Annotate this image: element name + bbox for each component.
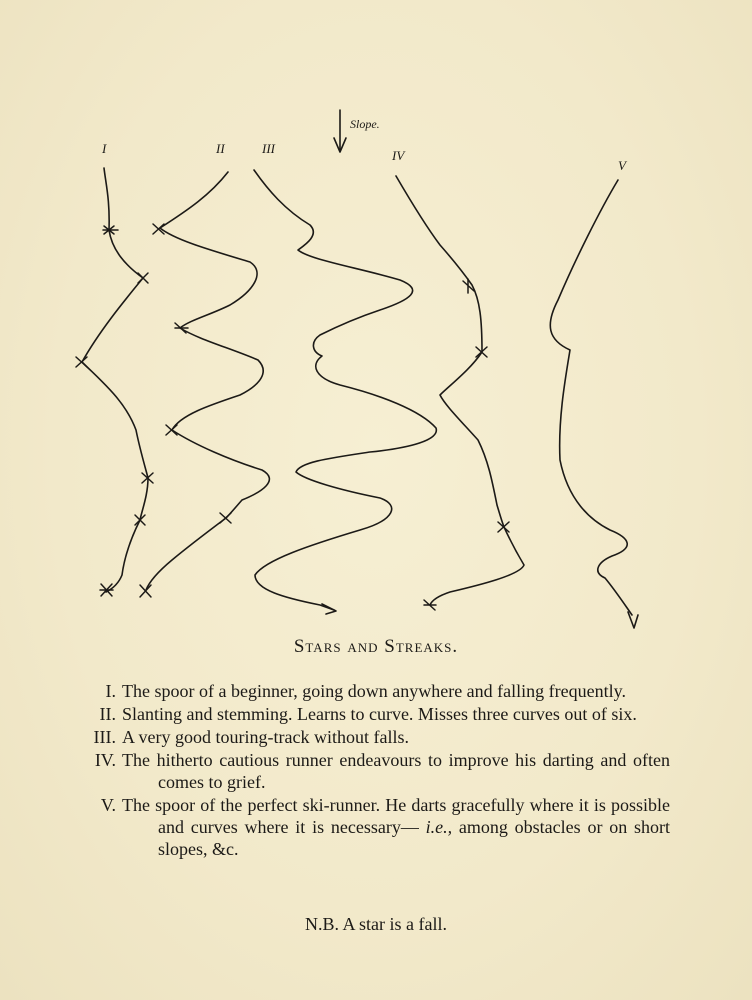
legend-text: The spoor of a beginner, going down anywhere and falling frequently. [122,681,626,701]
legend-item-2 [70,703,670,725]
slope-arrow [334,110,380,152]
legend-text-5 [122,794,670,860]
legend-number: IV. [94,750,116,770]
legend-text-end: among obstacles or on short slopes, &c. [158,817,671,859]
track-numeral-3: III [262,141,275,156]
track-5 [550,180,638,628]
legend [70,680,670,861]
footnote: N.B. A star is a fall. [305,914,447,934]
legend-item-1 [70,680,670,702]
track-1 [76,168,153,596]
legend-item-5 [70,794,670,860]
legend-number: V. [100,795,116,815]
legend-number: II. [99,704,116,724]
legend-text: A very good touring-track without falls. [122,727,409,747]
legend-text: The spoor of the perfect ski-runner. He darts gracefully where it is possible and curves where it is necessary— [122,795,670,837]
legend-text-italic: i.e., [425,817,453,837]
slope-label: Slope. [350,117,380,131]
track-3 [254,170,436,614]
legend-text: The hitherto cautious runner endeavours to improve his darting and often comes to grief. [122,750,670,792]
legend-number: I. [105,681,116,701]
track-2 [140,172,269,597]
track-numeral-2: II [216,141,225,156]
legend-item-3 [70,726,670,748]
track-numeral-1: I [102,141,107,156]
track-numeral-5: V [618,158,626,173]
legend-number: III. [93,727,116,747]
figure-caption: Stars and Streaks. [293,636,459,657]
track-numeral-4: IV [392,148,405,163]
legend-text: Slanting and stemming. Learns to curve. Misses three curves out of six. [122,704,637,724]
legend-item-4 [70,749,670,793]
track-4 [396,176,524,610]
